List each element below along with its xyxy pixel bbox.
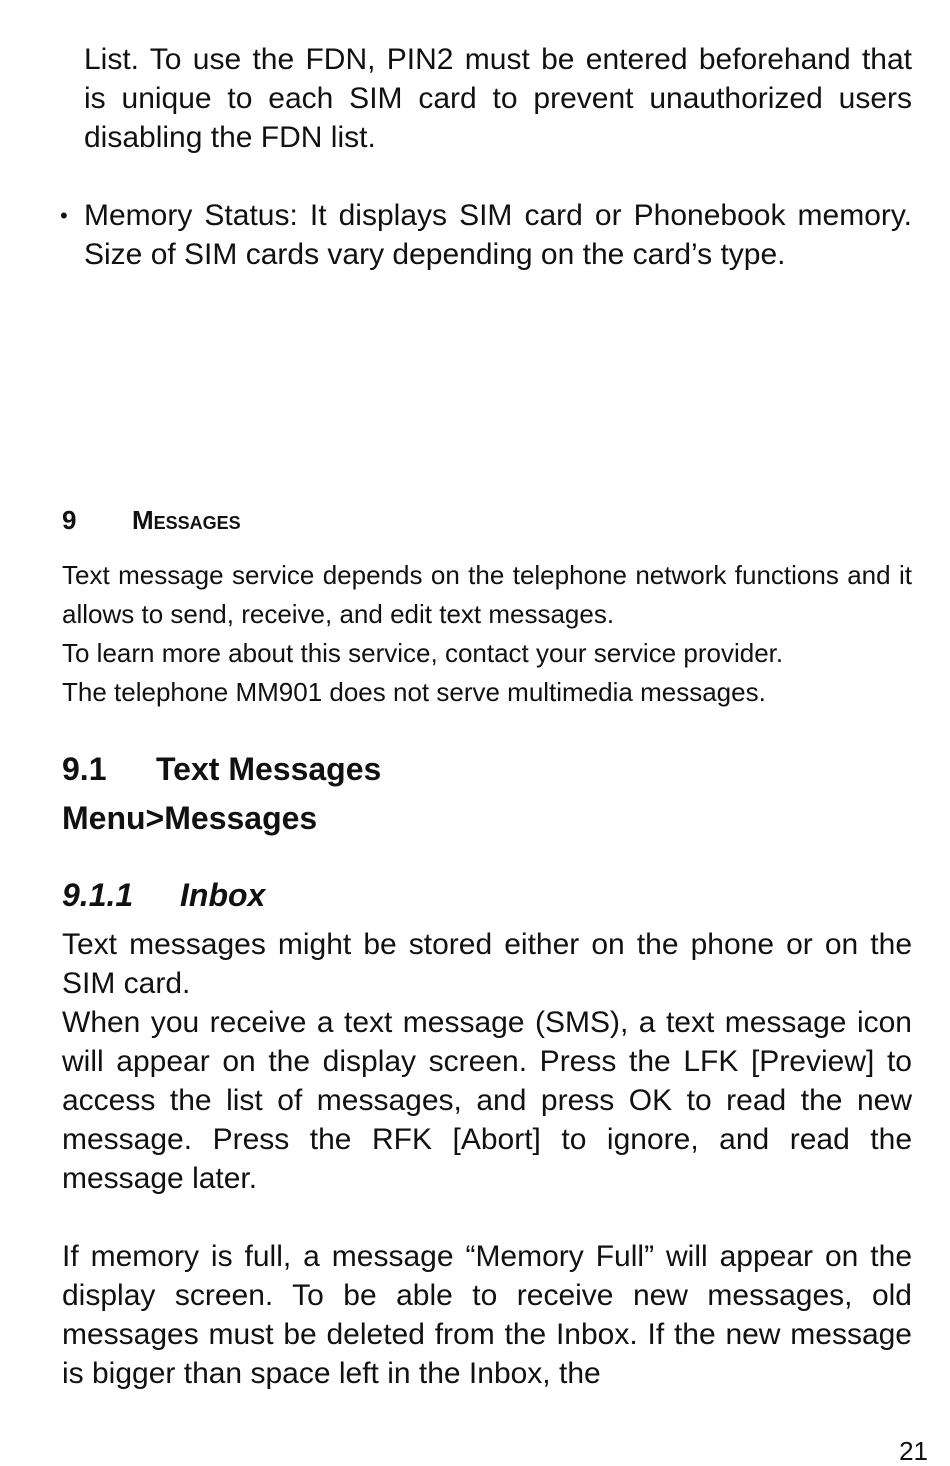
subsection-number: 9.1: [62, 751, 107, 787]
continuation-paragraph: List. To use the FDN, PIN2 must be entered beforehand that is unique to each SIM card to prevent unauthorized users disabling the FDN list.: [84, 43, 912, 154]
section-line-multimedia: The telephone MM901 does not serve multimedia messages.: [62, 677, 766, 707]
subsection-heading: [62, 749, 381, 789]
subsubsection-heading: [62, 875, 265, 915]
section-line-service-provider: To learn more about this service, contact your service provider.: [62, 638, 784, 668]
inbox-paragraph-memory-full: If memory is full, a message “Memory Full” will appear on the display screen. To be able to receive new messages, old messages must be deleted from the Inbox. If the new message is bigger than space left in the Inbox, the: [62, 1240, 912, 1390]
page-number: 21: [899, 1436, 928, 1466]
section-heading: [62, 504, 241, 536]
subsubsection-number: 9.1.1: [62, 877, 134, 913]
inbox-paragraph-storage: Text messages might be stored either on the phone or on the SIM card.: [62, 928, 912, 1000]
inbox-paragraph-receive: When you receive a text message (SMS), a text message icon will appear on the display screen. Press the LFK [Preview] to access the list of messages, and press OK to read the new message. Press the RFK [Abort] to ignore, and read the message later.: [62, 1006, 912, 1195]
bullet-marker: •: [60, 203, 68, 228]
section-intro-paragraph: Text message service depends on the telephone network functions and it allows to send, receive, and edit text messages.: [62, 560, 912, 629]
subsection-title: Text Messages: [156, 751, 382, 787]
subsubsection-title: Inbox: [180, 877, 266, 913]
section-number: 9: [62, 505, 77, 535]
menu-path: Menu>Messages: [62, 800, 318, 836]
section-title: Messages: [132, 505, 241, 535]
memory-status-bullet: Memory Status: It displays SIM card or Phonebook memory. Size of SIM cards vary depending on the card’s type.: [84, 199, 912, 271]
